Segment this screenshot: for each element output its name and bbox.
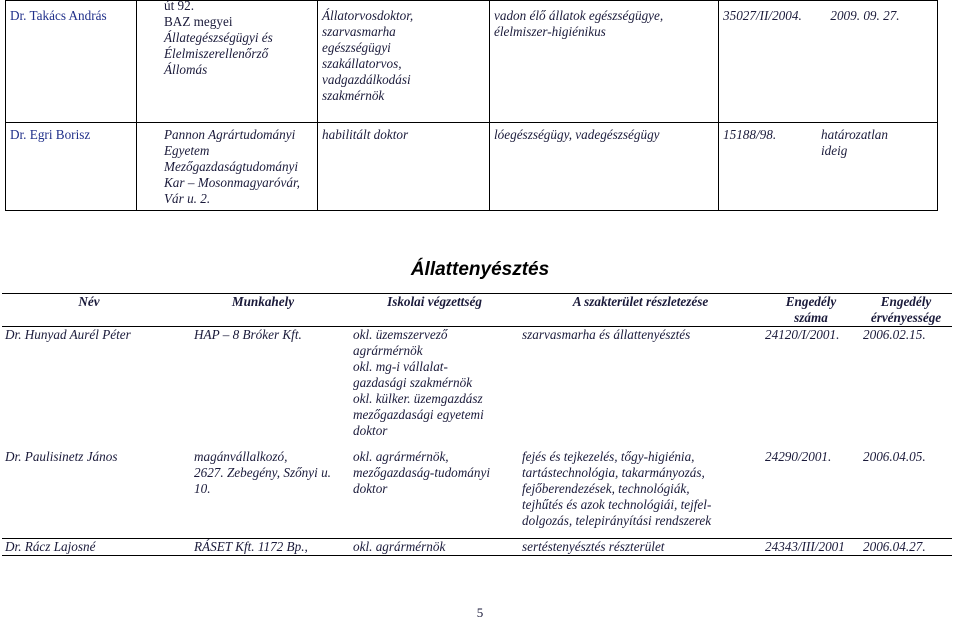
workplace-line: Pannon Agrártudományi [164, 127, 296, 142]
qualification-line: doktor [353, 480, 388, 496]
workplace-line: Élelmiszerellenőrző [164, 46, 269, 61]
header-qualification: Iskolai végzettség [350, 294, 519, 327]
permit-cell [719, 1, 938, 123]
name-cell [6, 123, 137, 211]
qualification-line: habilitált doktor [322, 127, 409, 142]
validity-cell: 2006.02.15. [863, 327, 926, 342]
permit-number: 35027/II/2004. [723, 8, 802, 23]
qualification-line: mezőgazdaság-tudományi [353, 464, 490, 480]
workplace-line: 10. [194, 480, 211, 496]
header-row [2, 294, 952, 327]
name-cell [6, 1, 137, 123]
person-name: Dr. Takács András [10, 8, 107, 23]
qualification-line: okl. agrármérnök, [353, 448, 449, 464]
area-cell [519, 327, 762, 449]
validity-cell: 2006.04.05. [863, 448, 926, 464]
qualification-line: okl. agrármérnök [353, 539, 446, 554]
permit-validity: 2009. 09. 27. [830, 8, 900, 23]
qualification-cell [350, 449, 519, 539]
qualification-line: szakmérnök [322, 88, 385, 103]
header-validity [860, 294, 952, 327]
workplace-cell [137, 1, 318, 123]
permit-validity: ideig [821, 143, 848, 158]
qualification-line: okl. mg-i vállalat- [353, 359, 448, 374]
qualification-line: vadgazdálkodási [322, 72, 411, 87]
area-cell [519, 539, 762, 556]
area-line: élelmiszer-higiénikus [494, 24, 606, 39]
qualification-line: agrármérnök [353, 343, 423, 358]
workplace-line: 2627. Zebegény, Szőnyi u. [194, 464, 331, 480]
qualification-line: doktor [353, 423, 388, 438]
header-workplace: Munkahely [176, 294, 350, 327]
area-cell [519, 449, 762, 539]
header-permit-line: Engedély [785, 294, 837, 309]
name-cell: Dr. Hunyad Aurél Péter [5, 327, 131, 342]
qualification-line: egészségügyi [322, 40, 391, 55]
workplace-line: Kar – Mosonmagyaróvár, [164, 175, 300, 190]
workplace-line: Állategészségügyi és [164, 30, 273, 45]
permit-cell [719, 123, 938, 211]
qualification-cell [350, 327, 519, 449]
name-cell: Dr. Paulisinetz János [5, 448, 118, 464]
validity-cell: 2006.04.27. [860, 539, 952, 556]
qualification-line: szarvasmarha [322, 24, 396, 39]
header-area: A szakterület részletezése [519, 294, 762, 327]
name-cell: Dr. Rácz Lajosné [2, 539, 176, 556]
qualification-cell [318, 1, 490, 123]
header-permit-line: száma [794, 310, 828, 325]
permit-validity: határozatlan [821, 127, 888, 142]
workplace-line: út 92. [164, 0, 195, 13]
section-title: Állattenyésztés [410, 259, 550, 280]
workplace-line: RÁSET Kft. 1172 Bp., [194, 539, 308, 554]
workplace-line: Egyetem [164, 143, 210, 158]
top-table [5, 0, 938, 211]
area-cell [490, 123, 719, 211]
table-row [6, 123, 938, 211]
permit-cell: 24343/III/2001 [762, 539, 860, 556]
qualification-line: okl. külker. üzemgazdász [353, 391, 483, 406]
header-validity-line: Engedély [880, 294, 932, 309]
workplace-cell [176, 449, 350, 539]
permit-cell: 24120/I/2001. [765, 327, 840, 342]
workplace-cell [137, 123, 318, 211]
qualification-line: szakállatorvos, [322, 56, 402, 71]
table-row [6, 1, 938, 123]
area-line: vadon élő állatok egészségügye, [494, 8, 664, 23]
qualification-line: Állatorvosdoktor, [322, 8, 414, 23]
page-number: 5 [476, 605, 484, 620]
qualification-line: okl. üzemszervező [353, 327, 448, 342]
qualification-line: mezőgazdasági egyetemi [353, 407, 484, 422]
qualification-line: gazdasági szakmérnök [353, 375, 473, 390]
area-line: fejőberendezések, technológiák, [522, 480, 690, 496]
area-line: sertéstenyésztés részterület [522, 539, 665, 554]
area-line: lóegészségügy, vadegészségügy [494, 127, 660, 142]
area-line: dolgozás, telepirányítási rendszerek [522, 512, 712, 528]
workplace-line: HAP – 8 Bróker Kft. [194, 327, 302, 342]
workplace-line: Vár u. 2. [164, 191, 211, 206]
workplace-line: Mezőgazdaságtudományi [164, 159, 299, 174]
permit-cell: 24290/2001. [765, 448, 832, 464]
table-row [2, 449, 952, 539]
header-name: Név [2, 294, 176, 327]
area-line: fejés és tejkezelés, tőgy-higiénia, [522, 448, 695, 464]
area-cell [490, 1, 719, 123]
workplace-line: Állomás [164, 62, 208, 77]
workplace-cell [176, 327, 350, 449]
workplace-cell [176, 539, 350, 556]
table-row [2, 539, 952, 556]
qualification-cell [350, 539, 519, 556]
header-permit [762, 294, 860, 327]
workplace-line: magánvállalkozó, [194, 448, 288, 464]
main-table [2, 293, 952, 556]
header-validity-line: érvényessége [870, 310, 942, 325]
person-name: Dr. Egri Borisz [10, 127, 91, 142]
area-line: tejhűtés és azok technológiái, tejfel- [522, 496, 712, 512]
qualification-cell [318, 123, 490, 211]
workplace-line: BAZ megyei [164, 14, 233, 29]
permit-number: 15188/98. [723, 127, 777, 142]
area-line: tartástechnológia, takarmányozás, [522, 464, 705, 480]
area-line: szarvasmarha és állattenyésztés [522, 327, 691, 342]
table-row [2, 327, 952, 449]
